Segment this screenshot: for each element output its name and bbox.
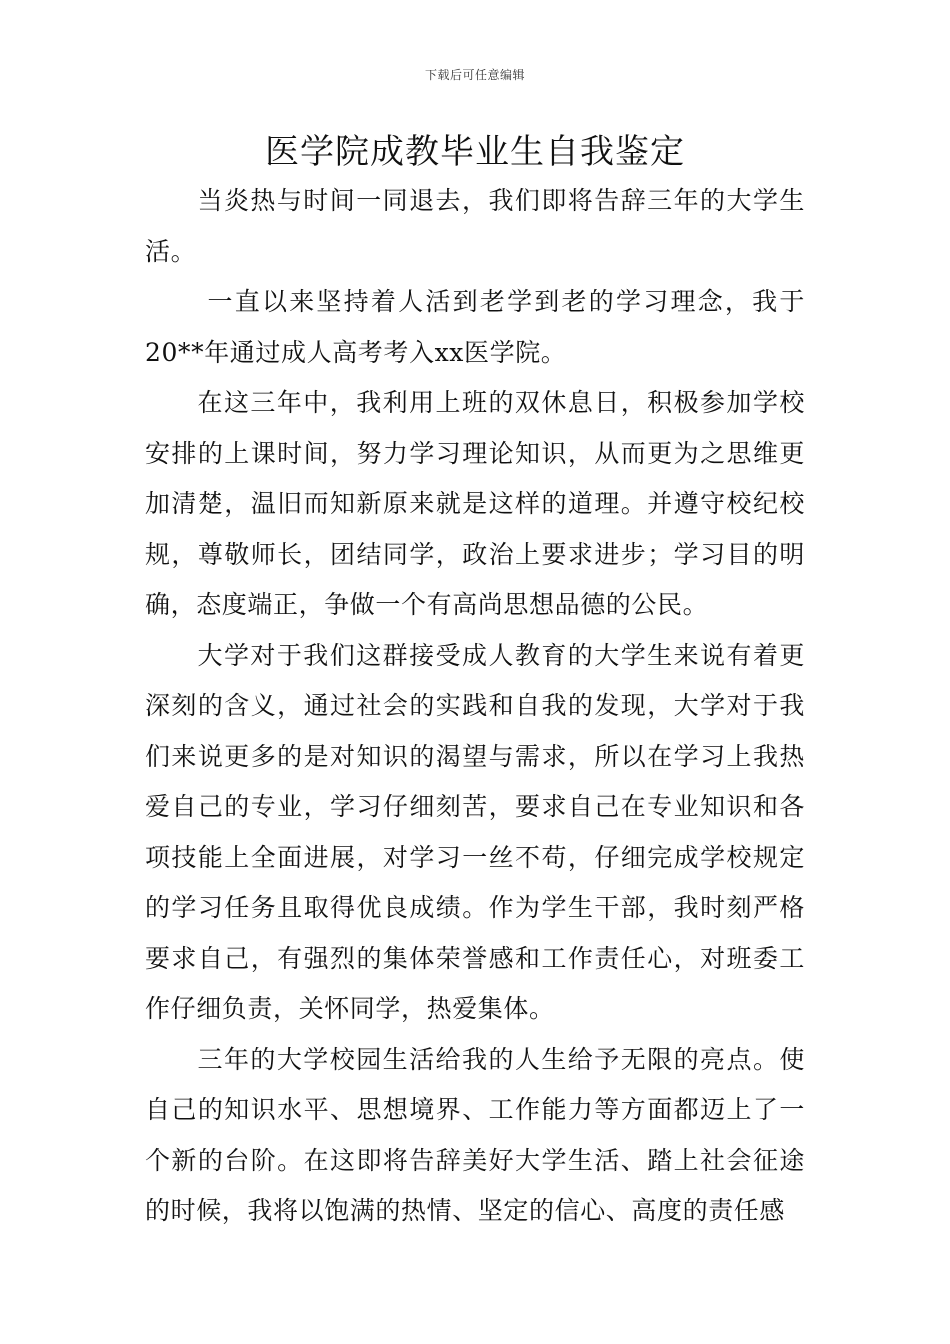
paragraph-1: 当炎热与时间一同退去，我们即将告辞三年的大学生活。 — [145, 186, 805, 266]
paragraph-4: 大学对于我们这群接受成人教育的大学生来说有着更深刻的含义，通过社会的实践和自我的发现，大学对于我们来说更多的是对知识的渴望与需求，所以在学习上我热爱自己的专业，学习仔细刻苦，要求自己在专业知识和各项技能上全面进展，对学习一丝不苟，仔细完成学校规定的学习任务且取得优良成绩。作为学生干部，我时刻严格要求自己，有强烈的集体荣誉感和工作责任心，对班委工作仔细负责，关怀同学，热爱集体。 — [145, 640, 805, 1023]
header-note: 下载后可任意编辑 — [424, 68, 525, 82]
document-title: 医学院成教毕业生自我鉴定 — [265, 132, 685, 172]
paragraph-5: 三年的大学校园生活给我的人生给予无限的亮点。使自己的知识水平、思想境界、工作能力等方面都迈上了一个新的台阶。在这即将告辞美好大学生活、踏上社会征途的时候，我将以饱满的热情、坚定的信心、高度的责任感 — [145, 1044, 805, 1225]
paragraph-3: 在这三年中，我利用上班的双休息日，积极参加学校安排的上课时间，努力学习理论知识，从而更为之思维更加清楚，温旧而知新原来就是这样的道理。并遵守校纪校规，尊敬师长，团结同学，政治上要求进步；学习目的明确，态度端正，争做一个有高尚思想品德的公民。 — [145, 388, 805, 619]
paragraph-2: 一直以来坚持着人活到老学到老的学习理念，我于20**年通过成人高考考入xx医学院。 — [145, 287, 805, 367]
document-body — [145, 176, 805, 1237]
